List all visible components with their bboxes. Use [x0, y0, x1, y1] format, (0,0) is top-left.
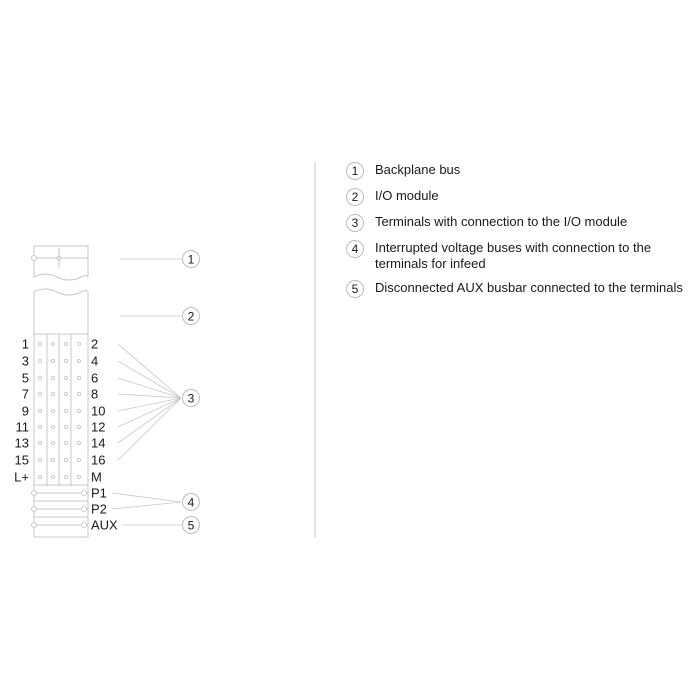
callout-5 [183, 517, 200, 534]
terminal-point [64, 409, 67, 412]
legend-number: 4 [346, 240, 364, 258]
terminal-point [38, 342, 41, 345]
left-terminal-label: 1 [21, 336, 29, 352]
terminal-point [38, 475, 41, 478]
left-terminal-labels [14, 337, 29, 485]
terminal-point [77, 409, 80, 412]
legend-number: 3 [346, 214, 364, 232]
left-terminal-label: 13 [14, 435, 29, 451]
terminal-point [64, 475, 67, 478]
legend-text: Terminals with connection to the I/O module [375, 214, 628, 229]
legend-item-2 [346, 188, 700, 206]
right-terminal-label: M [91, 469, 102, 485]
right-terminal-label: 2 [91, 336, 99, 352]
terminal-point [51, 441, 54, 444]
terminal-point [77, 359, 80, 362]
terminal-point [38, 376, 41, 379]
terminal-point [38, 458, 41, 461]
legend [346, 162, 700, 304]
legend-number: 1 [346, 162, 364, 180]
right-terminal-label: 12 [91, 419, 106, 435]
legend-number: 2 [346, 188, 364, 206]
module-outline [32, 246, 89, 537]
right-terminal-label: 6 [91, 370, 99, 386]
terminal-point [77, 425, 80, 428]
right-terminal-label: 8 [91, 386, 99, 402]
callout-1-label: 1 [187, 252, 195, 267]
callout-4-label: 4 [187, 495, 195, 510]
callout-4 [183, 494, 200, 511]
terminal-point [51, 359, 54, 362]
terminal-point [38, 425, 41, 428]
terminal-point [64, 425, 67, 428]
legend-item-4 [346, 240, 700, 272]
terminal-point [64, 342, 67, 345]
terminal-point [51, 342, 54, 345]
legend-item-3 [346, 214, 700, 232]
terminal-point [64, 376, 67, 379]
right-terminal-label: P2 [91, 501, 107, 517]
callout-1 [183, 251, 200, 268]
right-terminal-label: 14 [91, 435, 106, 451]
right-terminal-label: AUX [91, 517, 118, 533]
right-terminal-label: 10 [91, 403, 106, 419]
terminal-point [51, 392, 54, 395]
terminal-point [51, 425, 54, 428]
left-terminal-label: 3 [21, 353, 29, 369]
right-terminal-label: 4 [91, 353, 99, 369]
legend-item-1 [346, 162, 700, 180]
left-terminal-label: 11 [15, 419, 29, 435]
terminal-point [77, 441, 80, 444]
leader-lines [112, 259, 183, 525]
terminal-point [64, 441, 67, 444]
right-terminal-label: 16 [91, 452, 106, 468]
terminal-point [51, 376, 54, 379]
legend-text: Backplane bus [375, 162, 461, 177]
terminal-point [64, 359, 67, 362]
terminal-point [38, 409, 41, 412]
terminal-point [64, 458, 67, 461]
terminal-point [38, 441, 41, 444]
legend-text: Interrupted voltage buses with connection to the terminals for infeed [375, 240, 652, 271]
callout-3-label: 3 [187, 391, 195, 406]
left-terminal-label: 7 [21, 386, 29, 402]
callout-3 [183, 390, 200, 407]
terminal-point [77, 475, 80, 478]
terminal-point [77, 458, 80, 461]
legend-text: I/O module [375, 188, 439, 203]
terminal-point [51, 409, 54, 412]
terminal-point [38, 392, 41, 395]
right-terminal-label: P1 [91, 485, 107, 501]
legend-number: 5 [346, 280, 364, 298]
callout-2-label: 2 [187, 309, 195, 324]
left-terminal-label: 5 [21, 370, 29, 386]
terminal-point [77, 392, 80, 395]
terminal-point [64, 392, 67, 395]
callout-5-label: 5 [187, 518, 195, 533]
terminal-point [38, 359, 41, 362]
legend-item-5 [346, 280, 700, 298]
left-terminal-label: 9 [21, 403, 29, 419]
left-terminal-label: 15 [14, 452, 29, 468]
terminal-point [77, 376, 80, 379]
left-terminal-label: L+ [14, 469, 29, 485]
right-terminal-labels [91, 337, 118, 533]
terminal-point [51, 475, 54, 478]
terminal-point [77, 342, 80, 345]
legend-text: Disconnected AUX busbar connected to the terminals [375, 280, 683, 295]
terminal-point [51, 458, 54, 461]
callout-2 [183, 308, 200, 325]
